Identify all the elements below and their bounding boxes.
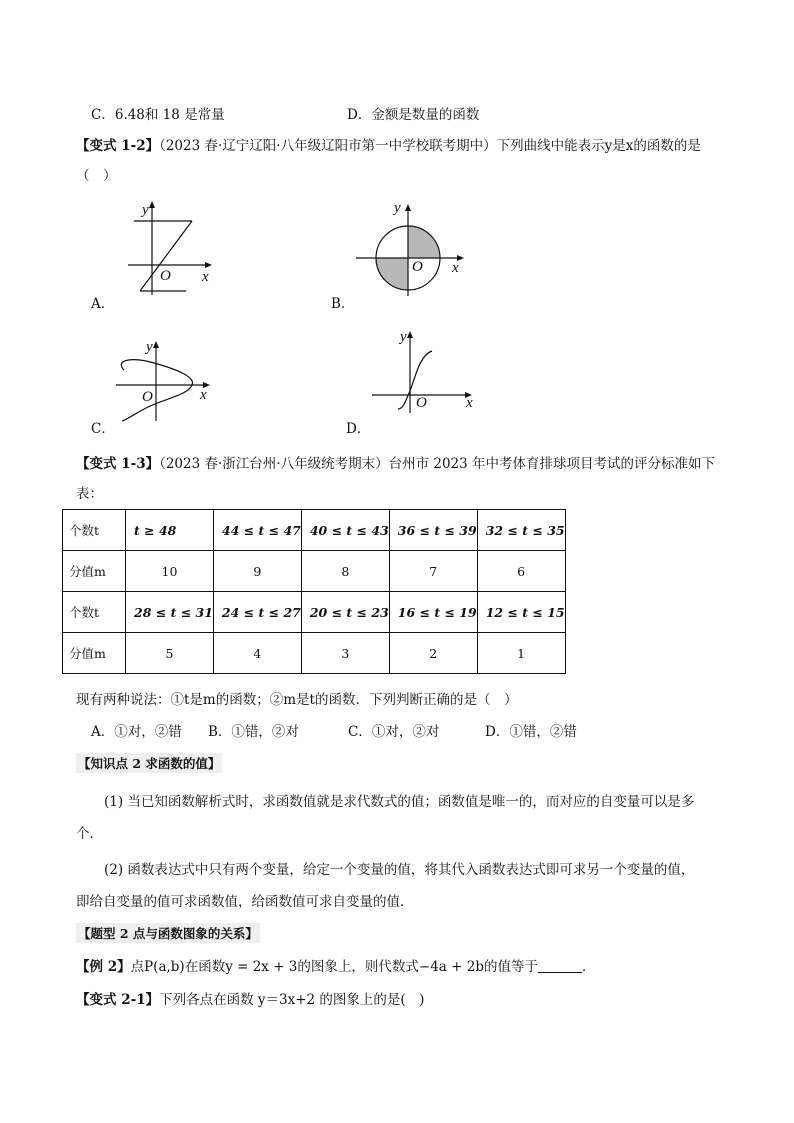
table-cell: 24 ≤ t ≤ 27 [213,592,301,633]
example-2-line [76,955,595,975]
axis-y-label: y [142,202,149,218]
variant-1-2-line [76,134,701,154]
variant-2-1-line [76,988,424,1008]
table-cell: 4 [213,633,301,674]
table-cell: 5 [126,633,214,674]
knowledge-p2: (2) 函数表达式中只有两个变量，给定一个变量的值，将其代入函数表达式即可求另一个变量的值， [104,862,695,878]
variant-source: （2023 春·辽宁辽阳·八年级辽阳市第一中学校联考期中） [159,138,497,154]
axis-y-label: y [394,200,401,216]
variant-tag: 【变式 1-3】 [76,456,160,472]
label-a: A． [91,296,115,312]
variant-question: 下列各点在函数 y＝3x+2 的图象上的是( ) [159,992,425,1008]
option-d: D．①错，②错 [485,724,577,740]
example-tag: 【例 2】 [76,959,131,975]
label-d: D． [346,421,371,437]
table-cell: 个数t [63,510,126,551]
table-cell: 个数t [63,592,126,633]
table-cell: 分值m [63,633,126,674]
variant-source: （2023 春·浙江台州·八年级统考期末） [159,456,389,472]
table-cell: 2 [389,633,477,674]
table-cell: 32 ≤ t ≤ 35 [477,510,565,551]
option-a: A．①对，②错 [91,724,182,740]
table-cell: 16 ≤ t ≤ 19 [389,592,477,633]
statements-text: 现有两种说法：①t是m的函数；②m是t的函数．下列判断正确的是（ ） [76,692,518,708]
option-c: C．①对，②对 [348,724,440,740]
table-cell: t ≥ 48 [126,510,214,551]
graph-b [352,198,472,302]
table-cell: 6 [477,551,565,592]
table-cell: 3 [301,633,389,674]
answer-blank[interactable] [538,958,582,973]
answer-paren: （ ） [76,168,117,184]
variant-tag: 【变式 2-1】 [76,992,160,1008]
label-c: C． [91,421,115,437]
origin-label: O [416,395,427,411]
table-cell: 44 ≤ t ≤ 47 [213,510,301,551]
axis-y-label: y [400,329,407,345]
table-cell: 40 ≤ t ≤ 43 [301,510,389,551]
example-text-end: ． [581,959,596,975]
origin-label: O [142,389,153,405]
option-b: B．①错，②对 [208,724,299,740]
table-row [63,633,566,674]
score-table [62,509,566,674]
graph-c [114,337,224,431]
graph-a [118,195,228,309]
knowledge-p1-cont: 个． [76,826,103,842]
label-b: B． [331,296,355,312]
table-cell: 7 [389,551,477,592]
example-text: 点P(a,b)在函数y = 2x + 3的图象上，则代数式−4a + 2b的值等于 [130,959,538,975]
option-d-prev: D．金额是数量的函数 [347,107,480,123]
table-row [63,592,566,633]
variant-question: 下列曲线中能表示y是x的函数的是 [496,138,701,154]
variant-question: 台州市 2023 年中考体育排球项目考试的评分标准如下 [388,456,716,472]
option-c-prev: C．6.48和 18 是常量 [91,107,225,123]
axis-x-label: x [202,269,209,285]
table-row [63,510,566,551]
axis-x-label: x [466,395,473,411]
variant-tag: 【变式 1-2】 [76,138,160,154]
table-row [63,551,566,592]
table-cell: 8 [301,551,389,592]
table-cell: 1 [477,633,565,674]
table-cell: 20 ≤ t ≤ 23 [301,592,389,633]
origin-label: O [412,259,423,275]
table-cell: 9 [213,551,301,592]
variant-1-3-line [76,452,715,472]
variant-question-cont: 表： [76,486,103,502]
table-cell: 10 [126,551,214,592]
origin-label: O [160,268,171,284]
table-cell: 分值m [63,551,126,592]
axis-y-label: y [146,339,153,355]
graph-d [368,327,478,421]
axis-x-label: x [452,260,459,276]
topic-heading: 【题型 2 点与函数图象的关系】 [76,923,260,943]
axis-x-label: x [200,387,207,403]
knowledge-p2-cont: 即给自变量的值可求函数值，给函数值可求自变量的值． [76,894,414,910]
knowledge-heading: 【知识点 2 求函数的值】 [76,753,222,773]
knowledge-p1: (1) 当已知函数解析式时，求函数值就是求代数式的值；函数值是唯一的，而对应的自变量可以是多 [104,794,695,810]
table-cell: 12 ≤ t ≤ 15 [477,592,565,633]
table-cell: 36 ≤ t ≤ 39 [389,510,477,551]
table-cell: 28 ≤ t ≤ 31 [126,592,214,633]
